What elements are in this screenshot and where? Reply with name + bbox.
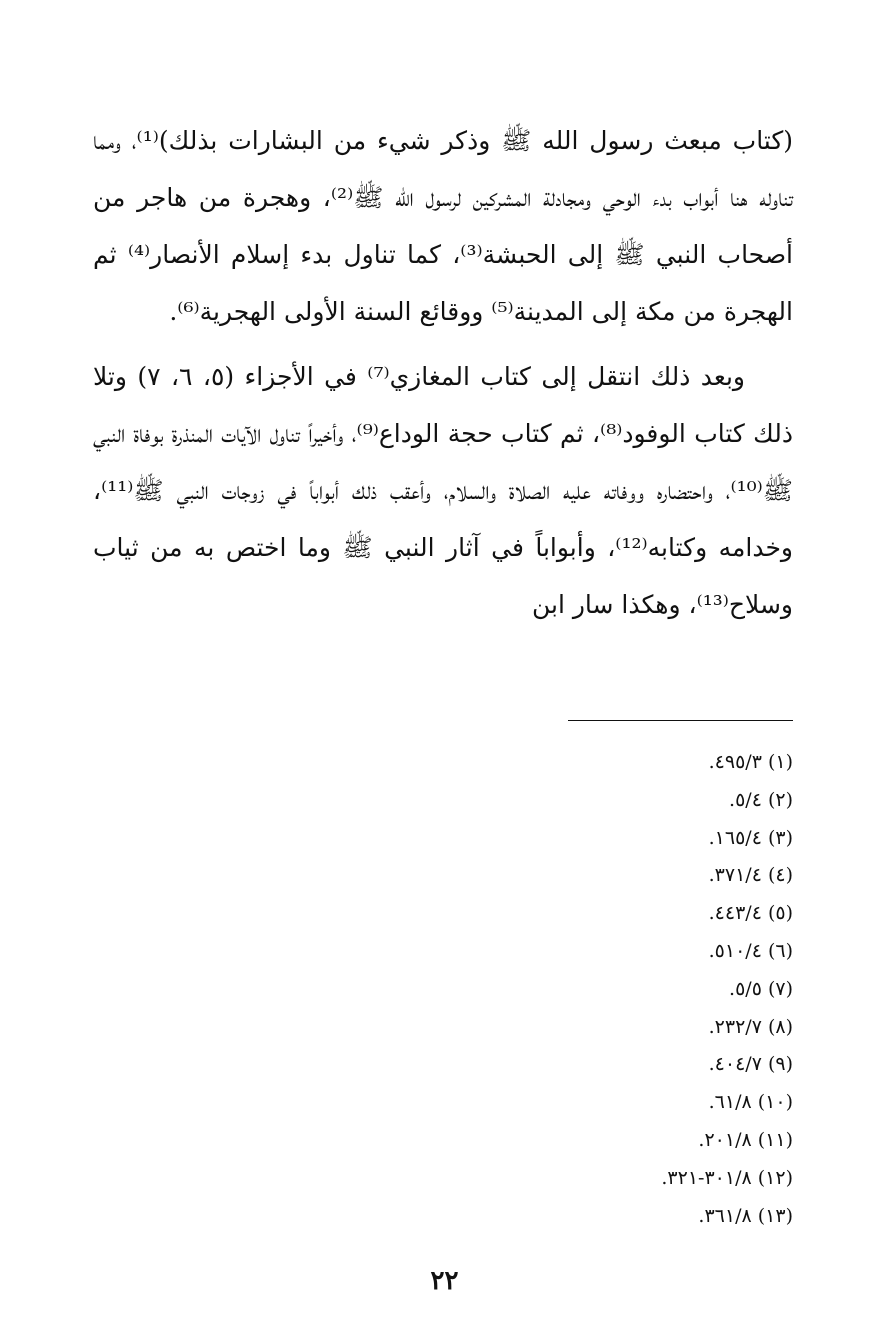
- footnote-6: (٦) ٥١٠/٤.: [708, 939, 793, 962]
- footnote-1: (١) ٤٩٥/٣.: [708, 751, 793, 773]
- paragraph-1: (كتاب مبعث رسول الله ﷺ وذكر شيء من البشارات بذلك)⁽¹⁾، ومما تناوله هنا أبواب بدء الوحي ومجادلة المشركين لرسول الله ﷺ⁽²⁾، وهجرة من هاجر من أصحاب النبي ﷺ إلى الحبشة⁽³⁾، كما تناول بدء إسلام الأنصار⁽⁴⁾ ثم الهجرة من مكة إلى المدينة⁽⁵⁾ ووقائع السنة الأولى الهجرية⁽⁶⁾.: [93, 126, 794, 326]
- footnotes-list: [293, 744, 793, 1235]
- footnote-8: (٨) ٢٣٢/٧.: [708, 1015, 793, 1038]
- footnote-13: (١٣) ٣٦١/٨.: [698, 1204, 793, 1227]
- footnote-12: (١٢) ٣٠١/٨-٣٢١.: [661, 1166, 793, 1189]
- footnote-11: (١١) ٢٠١/٨.: [698, 1128, 793, 1151]
- paragraph-2: وبعد ذلك انتقل إلى كتاب المغازي⁽⁷⁾ في الأجزاء (٥، ٦، ٧) وتلا ذلك كتاب الوفود⁽⁸⁾، ثم كتاب حجة الوداع⁽⁹⁾، وأخيراً تناول الآيات المنذرة بوفاة النبي ﷺ⁽¹⁰⁾، واحتضاره ووفاته عليه الصلاة والسلام، وأعقب ذلك أبواباً في زوجات النبي ﷺ⁽¹¹⁾، وخدامه وكتابه⁽¹²⁾، وأبواباً في آثار النبي ﷺ وما اختص به من ثياب وسلاح⁽¹³⁾، وهكذا سار ابن: [93, 362, 793, 619]
- footnote-4: (٤) ٣٧١/٤.: [708, 864, 793, 887]
- footnote-separator: [568, 720, 793, 721]
- footnote-3: (٣) ١٦٥/٤.: [708, 826, 793, 849]
- main-text: [93, 112, 793, 633]
- footnote-7: (٧) ٥/٥.: [729, 977, 793, 1000]
- footnote-2: (٢) ٥/٤.: [729, 788, 793, 811]
- footnote-5: (٥) ٤٤٣/٤.: [708, 902, 793, 925]
- footnote-9: (٩) ٤٠٤/٧.: [708, 1053, 793, 1076]
- footnote-10: (١٠) ٦١/٨.: [708, 1091, 793, 1114]
- page-number: ٢٢: [430, 1266, 459, 1296]
